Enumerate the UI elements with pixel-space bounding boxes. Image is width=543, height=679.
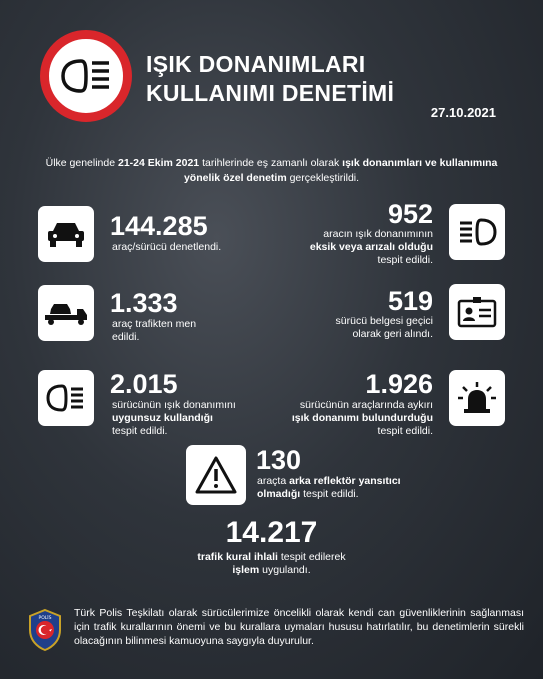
svg-text:POLİS: POLİS bbox=[38, 616, 52, 621]
stat-misuse-number: 2.015 bbox=[110, 369, 178, 399]
tow-truck-icon bbox=[38, 285, 94, 341]
stat-vehicles-number: 144.285 bbox=[110, 211, 208, 241]
stat-lights-faulty-text: aracın ışık donanımının eksik veya arızalı olduğu tespit edildi. bbox=[309, 228, 433, 266]
car-icon bbox=[38, 206, 94, 262]
footer-text: Türk Polis Teşkilatı olarak sürücülerimize öncelikli olarak kendi can güvenliklerinin sağlanması için trafik kurallarının önemi ve bu kurallara uymaları hususu hatırlatılır, bu denetimlerin sürekli olacağının bilinmesi kamuoyuna saygıyla duyurulur. bbox=[74, 607, 524, 647]
stat-violations-text: trafik kural ihlali tespit edilerek işlem uygulandı. bbox=[197, 551, 346, 576]
stat-reflector-text: araçta arka reflektör yansıtıcı olmadığı tespit edildi. bbox=[257, 475, 401, 500]
beacon-light-icon bbox=[449, 370, 505, 426]
stat-illegal-light-number: 1.926 bbox=[365, 369, 433, 399]
warning-triangle-icon bbox=[186, 445, 246, 505]
headlight-sign-icon bbox=[40, 30, 132, 122]
police-badge-icon bbox=[26, 608, 64, 652]
stat-towed-number: 1.333 bbox=[110, 288, 178, 318]
stat-violations-number: 14.217 bbox=[225, 516, 318, 549]
stat-towed-text: araç trafikten men edildi. bbox=[112, 318, 197, 343]
stat-license-number: 519 bbox=[387, 286, 433, 316]
license-card-icon bbox=[449, 284, 505, 340]
stat-license-text: sürücü belgesi geçici olarak geri alındı. bbox=[335, 315, 433, 340]
stat-lights-faulty-number: 952 bbox=[387, 199, 433, 229]
headlight-icon bbox=[449, 204, 505, 260]
headlight-misuse-icon bbox=[38, 370, 94, 426]
stat-illegal-light-text: sürücünün araçlarında aykırı ışık donanımı bulundurduğu tespit edildi. bbox=[291, 399, 433, 437]
stat-vehicles-text: araç/sürücü denetlendi. bbox=[112, 241, 222, 253]
intro-text: Ülke genelinde 21-24 Ekim 2021 tarihlerinde eş zamanlı olarak ışık donanımları ve kullanımına yönelik özel denetim gerçekleştirildi. bbox=[45, 157, 498, 184]
page-title: IŞIK DONANIMLARI KULLANIMI DENETİMİ bbox=[146, 51, 395, 106]
stat-misuse-text: sürücünün ışık donanımını uygunsuz kullandığı tespit edildi. bbox=[112, 399, 236, 437]
date-label: 27.10.2021 bbox=[430, 105, 496, 120]
stat-reflector-number: 130 bbox=[256, 445, 302, 475]
